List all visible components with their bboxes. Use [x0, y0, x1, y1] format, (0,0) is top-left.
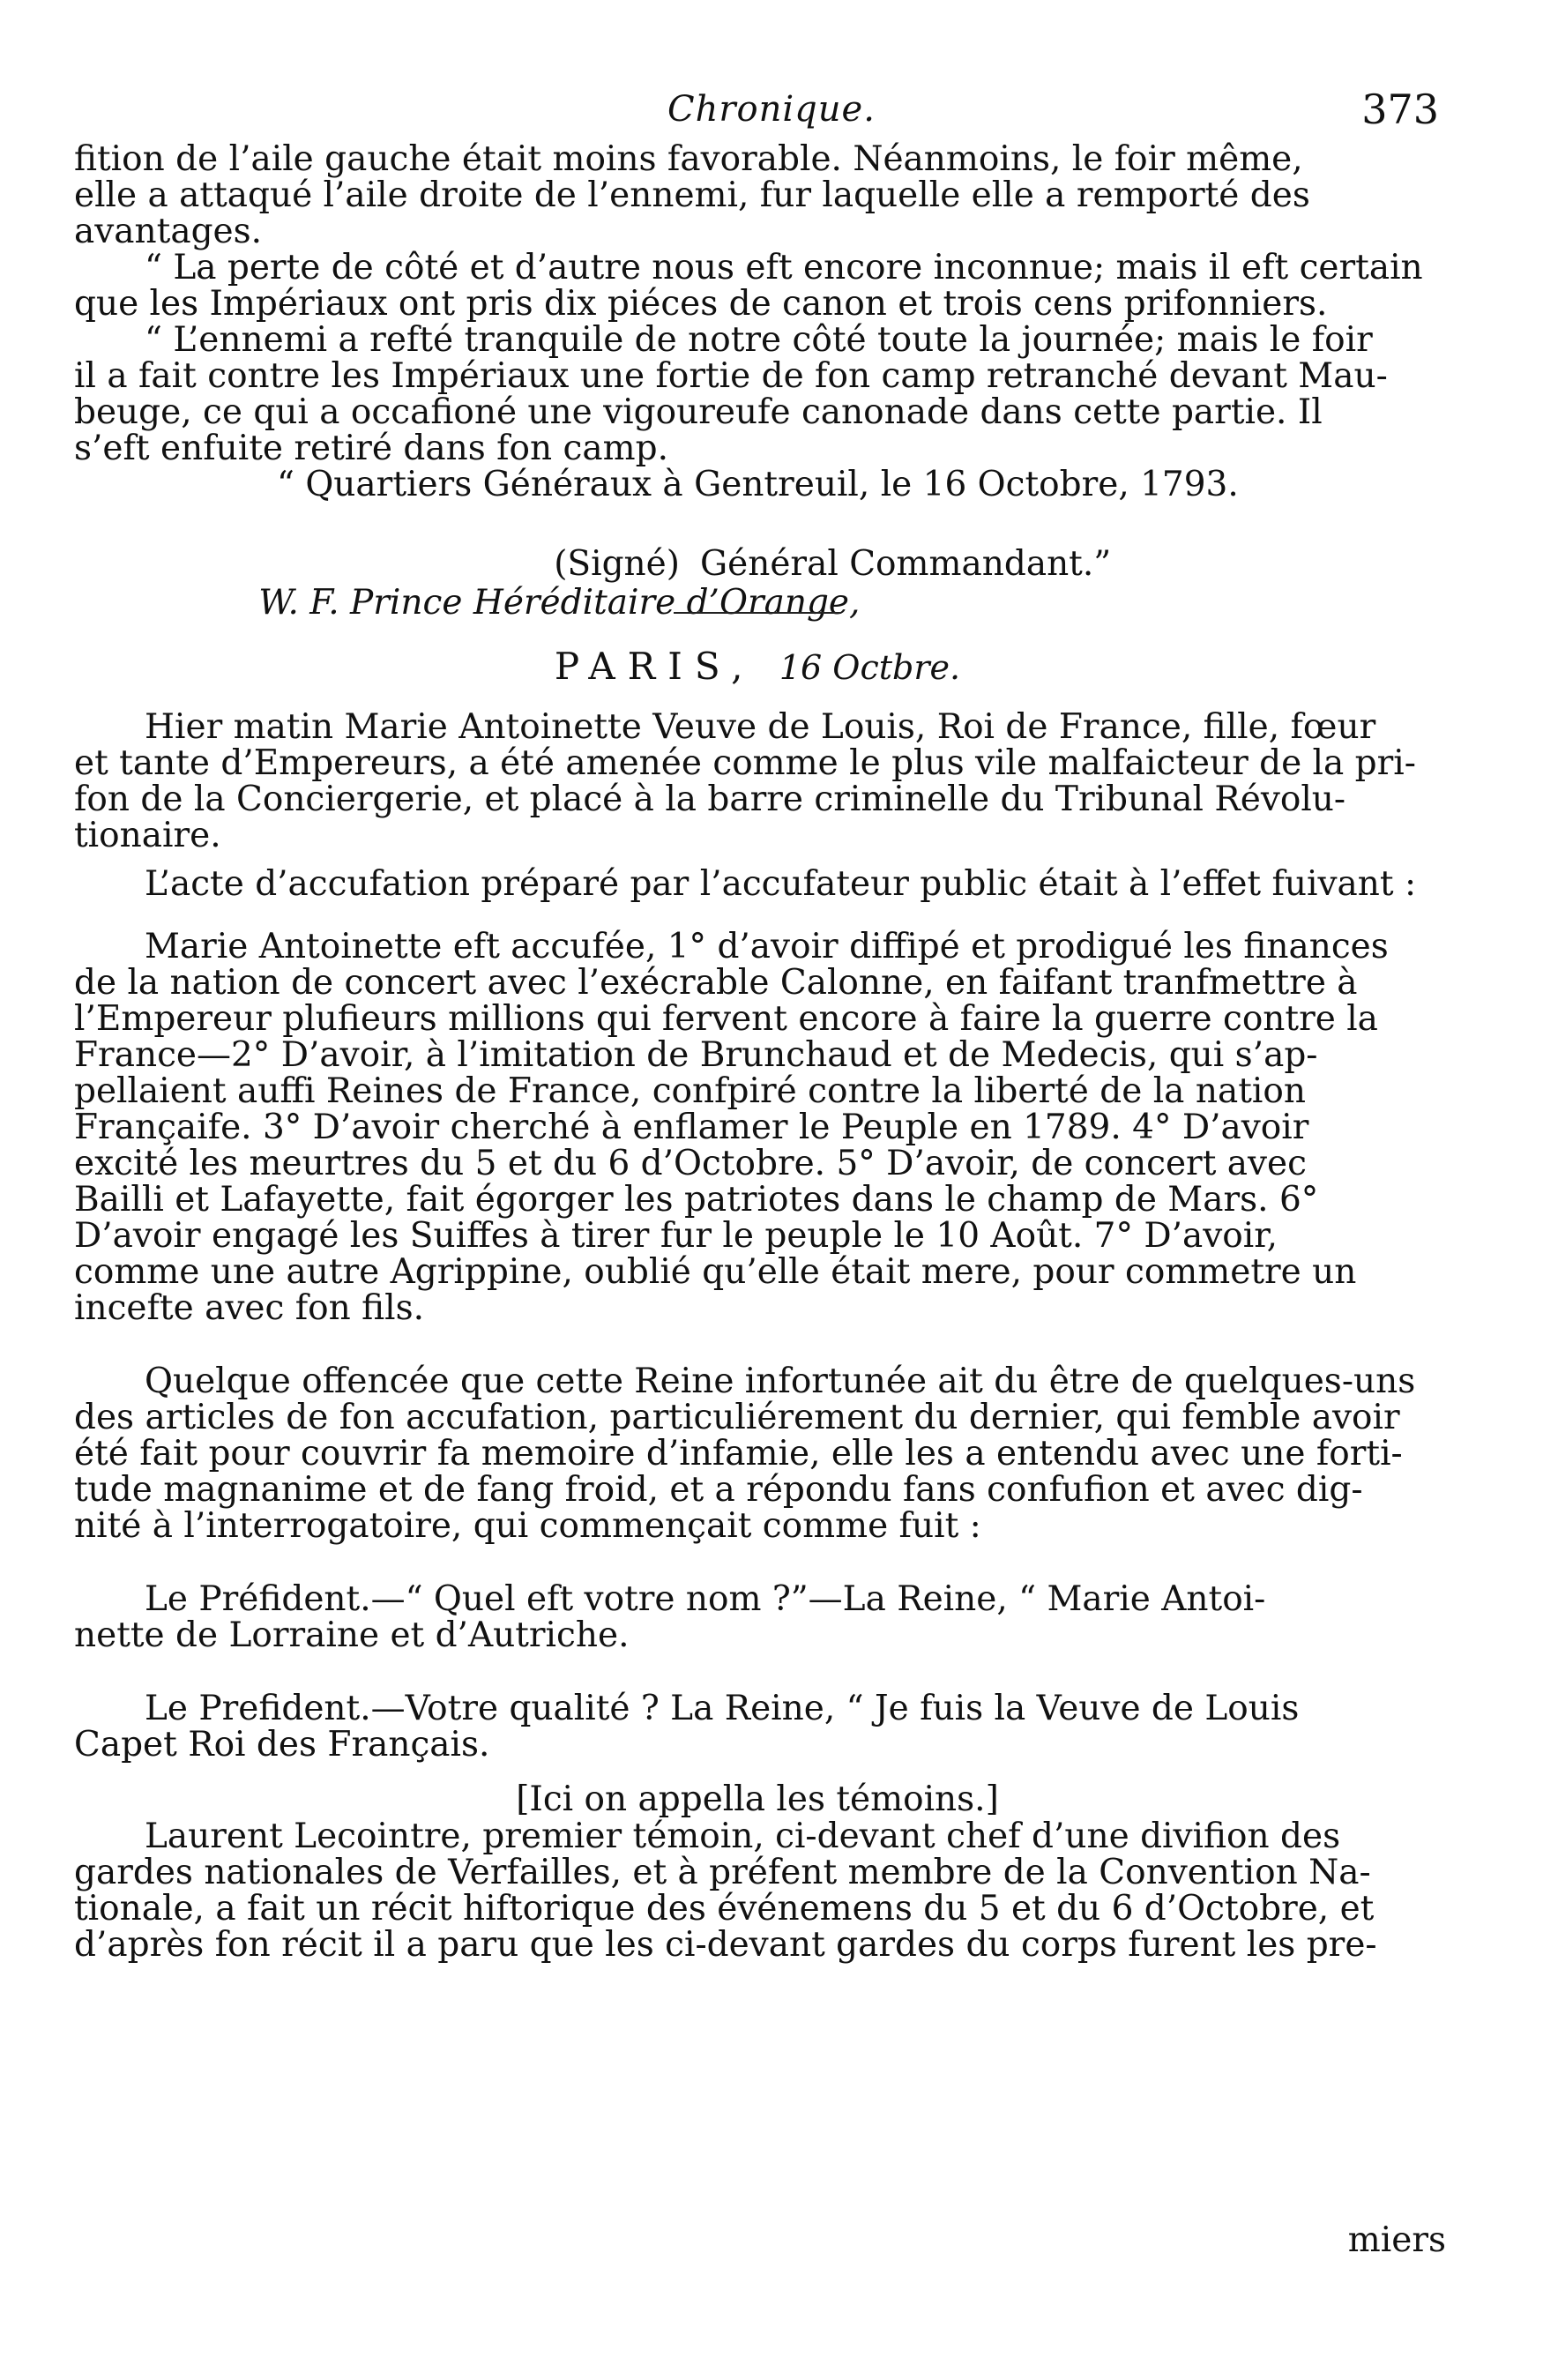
text-line: des articles de fon accufation, particuliérement du dernier, qui femble avoir: [74, 1398, 1400, 1437]
paragraph-gap: [74, 1544, 1441, 1581]
text-line: D’avoir engagé les Suiffes à tirer fur le peuple le 10 Août. 7° D’avoir,: [74, 1216, 1278, 1256]
text-line: incefte avec fon fils.: [74, 1288, 425, 1328]
text-line: nette de Lorraine et d’Autriche.: [74, 1615, 630, 1655]
catchword: miers: [1347, 2220, 1446, 2260]
text-line: excité les meurtres du 5 et du 6 d’Octobre. 5° D’avoir, de concert avec: [74, 1144, 1307, 1183]
text-line: de la nation de concert avec l’exécrable Calonne, en faifant tranfmettre à: [74, 963, 1358, 1003]
text-line: pellaient auffi Reines de France, confpiré contre la liberté de la nation: [74, 1071, 1306, 1111]
text-line: que les Impériaux ont pris dix piéces de canon et trois cens prifonniers.: [74, 284, 1328, 324]
dateline: “ Quartiers Généraux à Gentreuil, le 16 Octobre, 1793.: [277, 465, 1239, 504]
text-line: Hier matin Marie Antoinette Veuve de Louis, Roi de France, fille, fœur: [145, 707, 1376, 747]
page-number: 373: [1361, 86, 1439, 133]
text-line: tionaire.: [74, 816, 221, 855]
text-line: l’Empereur plufieurs millions qui fervent encore à faire la guerre contre la: [74, 999, 1378, 1039]
text-line: “ La perte de côté et d’autre nous eft encore inconnue; mais il eft certain: [145, 248, 1423, 287]
text-line: Capet Roi des Français.: [74, 1725, 490, 1764]
paragraph-gap: [74, 1763, 1441, 1775]
running-head: Chronique.: [667, 89, 876, 130]
text-line: fon de la Conciergerie, et placé à la barre criminelle du Tribunal Révolu-: [74, 780, 1346, 819]
paris-heading-main: PARIS,: [554, 645, 756, 688]
text-line: Laurent Lecointre, premier témoin, ci-devant chef d’une divifion des: [145, 1817, 1341, 1856]
page-header: [0, 81, 1543, 138]
text-line: d’après fon récit il a paru que les ci-devant gardes du corps furent les pre-: [74, 1925, 1377, 1965]
section-divider-wrap: [74, 584, 1441, 644]
text-line: L’acte d’accufation préparé par l’accufateur public était à l’effet fuivant :: [145, 864, 1417, 904]
main-text-block: [74, 141, 1441, 1963]
text-line: été fait pour couvrir fa memoire d’infamie, elle les a entendu avec une forti-: [74, 1434, 1403, 1474]
text-line: Marie Antoinette eft accufée, 1° d’avoir diffipé et prodigué les finances: [145, 927, 1389, 966]
text-line: Françaife. 3° D’avoir cherché à enflamer le Peuple en 1789. 4° D’avoir: [74, 1108, 1309, 1147]
bracket-note: [Ici on appella les témoins.]: [516, 1779, 999, 1819]
text-line: Le Préfident.—“ Quel eft votre nom ?”—La Reine, “ Marie Antoi-: [145, 1579, 1266, 1619]
text-line: Bailli et Lafayette, fait égorger les patriotes dans le champ de Mars. 6°: [74, 1180, 1319, 1220]
text-line: avantages.: [74, 212, 263, 251]
text-line: gardes nationales de Verfailles, et à préfent membre de la Convention Na-: [74, 1853, 1371, 1892]
text-line: elle a attaqué l’aile droite de l’ennemi, fur laquelle elle a remporté des: [74, 175, 1310, 215]
paragraph-gap: [74, 1326, 1441, 1363]
signatory-name: W. F. Prince Héréditaire d’Orange,: [258, 583, 861, 623]
signature-line-2: Général Commandant.”: [700, 544, 1112, 584]
text-line: “ L’ennemi a refté tranquile de notre côté toute la journée; mais le foir: [145, 320, 1373, 360]
text-line: nité à l’interrogatoire, qui commençait comme fuit :: [74, 1506, 981, 1546]
text-line: beuge, ce qui a occafioné une vigoureufe canonade dans cette partie. Il: [74, 392, 1323, 432]
text-line: il a fait contre les Impériaux une fortie de fon camp retranché devant Mau-: [74, 356, 1388, 396]
signed-prefix: (Signé): [554, 544, 680, 584]
text-line: Le Prefident.—Votre qualité ? La Reine, “ Je fuis la Veuve de Louis: [145, 1689, 1300, 1728]
text-line: tionale, a fait un récit hiftorique des événemens du 5 et du 6 d’Octobre, et: [74, 1889, 1375, 1929]
text-line: fition de l’aile gauche était moins favorable. Néanmoins, le foir même,: [74, 139, 1303, 179]
text-line: tude magnanime et de fang froid, et a répondu fans confufion et avec dig-: [74, 1470, 1363, 1510]
text-line: France—2° D’avoir, à l’imitation de Brunchaud et de Medecis, qui s’ap-: [74, 1035, 1318, 1075]
section-divider: [674, 612, 841, 614]
text-line: s’eft enfuite retiré dans fon camp.: [74, 429, 668, 468]
text-line: Quelque offencée que cette Reine infortunée ait du être de quelques-uns: [145, 1362, 1416, 1401]
paris-heading: [74, 644, 1441, 690]
signature-block: [74, 506, 1441, 623]
paragraph-gap: [74, 1653, 1441, 1690]
text-line: et tante d’Empereurs, a été amenée comme le plus vile malfaicteur de la pri-: [74, 743, 1416, 783]
paragraph-gap: [74, 902, 1441, 929]
text-line: comme une autre Agrippine, oublié qu’elle était mere, pour commetre un: [74, 1252, 1357, 1292]
paris-heading-date: 16 Octbre.: [779, 648, 961, 687]
